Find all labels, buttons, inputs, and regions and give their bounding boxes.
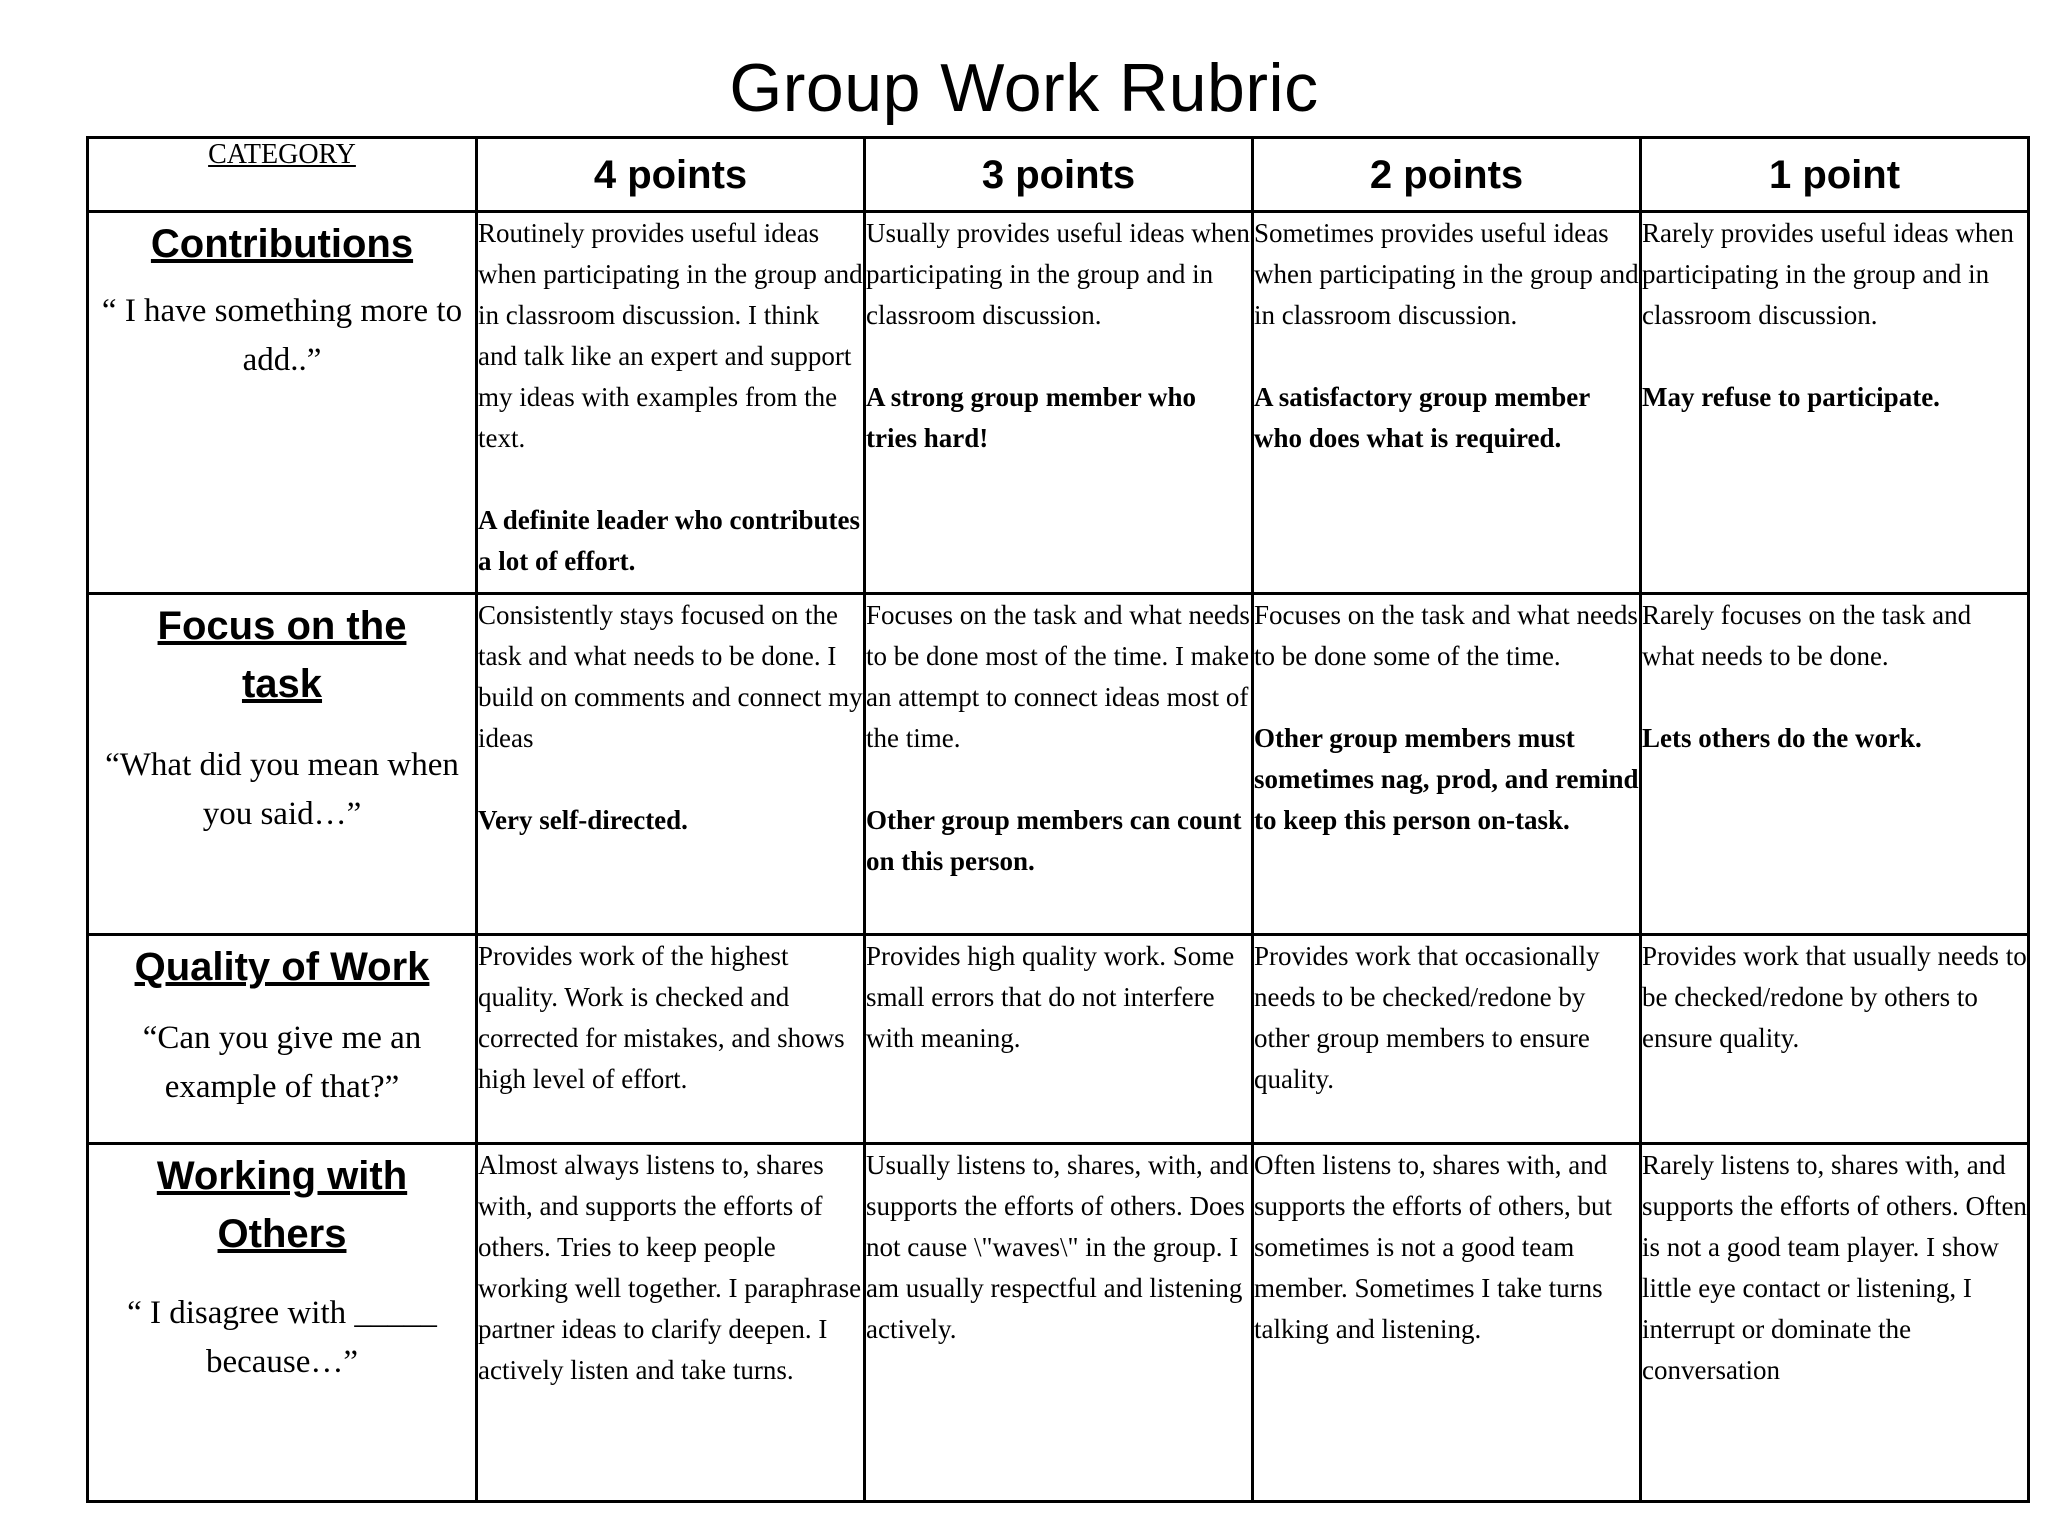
category-cell xyxy=(88,594,477,935)
criteria-cell xyxy=(1253,1144,1641,1502)
criteria-text: Provides work of the highest quality. Work is checked and corrected for mistakes, and shows high level of effort. xyxy=(478,941,845,1094)
criteria-text: Focuses on the task and what needs to be done some of the time. xyxy=(1254,600,1638,671)
criteria-cell xyxy=(477,935,865,1144)
category-name: Working with Others xyxy=(156,1154,408,1256)
criteria-text: Routinely provides useful ideas when participating in the group and in classroom discussion. I think and talk like an expert and support my ideas with examples from the text. xyxy=(478,218,863,453)
criteria-text: Almost always listens to, shares with, and supports the efforts of others. Tries to keep people working well together. I paraphrase partner ideas to clarify deepen. I actively listen and take turns. xyxy=(478,1150,862,1385)
criteria-summary: Other group members can count on this person. xyxy=(866,805,1242,876)
criteria-cell xyxy=(1641,935,2029,1144)
rubric-row-focus xyxy=(88,594,2029,935)
criteria-summary: A strong group member who tries hard! xyxy=(866,382,1197,453)
rubric-table xyxy=(86,136,2030,1503)
category-quote: “ I have something more to add..” xyxy=(101,293,463,378)
level-header-4: 4 points xyxy=(477,138,865,212)
criteria-cell xyxy=(477,594,865,935)
criteria-text: Provides high quality work. Some small errors that do not interfere with meaning. xyxy=(866,941,1235,1053)
level-header-1: 1 point xyxy=(1641,138,2029,212)
category-quote: “ I disagree with _____ because…” xyxy=(127,1295,437,1380)
criteria-text: Sometimes provides useful ideas when participating in the group and in classroom discussion. xyxy=(1254,218,1639,330)
category-quote: “Can you give me an example of that?” xyxy=(142,1020,422,1105)
category-name: Contributions xyxy=(150,222,414,266)
criteria-text: Focuses on the task and what needs to be done most of the time. I make an attempt to connect ideas most of the time. xyxy=(866,600,1250,753)
criteria-text: Provides work that occasionally needs to be checked/redone by other group members to ensure quality. xyxy=(1254,941,1600,1094)
level-header-3: 3 points xyxy=(865,138,1253,212)
category-quote: “What did you mean when you said…” xyxy=(105,747,459,832)
criteria-text: Provides work that usually needs to be checked/redone by others to ensure quality. xyxy=(1642,941,2027,1053)
criteria-summary: Other group members must sometimes nag, prod, and remind to keep this person on-task. xyxy=(1254,723,1639,835)
criteria-text: Usually provides useful ideas when participating in the group and in classroom discussion. xyxy=(866,218,1250,330)
criteria-text: Often listens to, shares with, and supports the efforts of others, but sometimes is not a good team member. Sometimes I take turns talking and listening. xyxy=(1254,1150,1612,1344)
criteria-text: Consistently stays focused on the task and what needs to be done. I build on comments and connect my ideas xyxy=(478,600,863,753)
criteria-summary: Lets others do the work. xyxy=(1642,723,1922,753)
rubric-row-contributions xyxy=(88,212,2029,594)
criteria-summary: May refuse to participate. xyxy=(1642,382,1940,412)
criteria-summary: Very self-directed. xyxy=(478,805,688,835)
criteria-cell xyxy=(1641,212,2029,594)
category-cell xyxy=(88,1144,477,1502)
page-title: Group Work Rubric xyxy=(729,50,1319,126)
criteria-summary: A definite leader who contributes a lot of effort. xyxy=(478,505,860,576)
criteria-cell xyxy=(865,594,1253,935)
criteria-cell xyxy=(1253,935,1641,1144)
rubric-row-working-with-others xyxy=(88,1144,2029,1502)
criteria-cell xyxy=(1253,212,1641,594)
criteria-summary: A satisfactory group member who does what is required. xyxy=(1254,382,1590,453)
criteria-text: Rarely focuses on the task and what needs to be done. xyxy=(1642,600,1972,671)
category-header: CATEGORY xyxy=(88,138,477,212)
criteria-cell xyxy=(477,1144,865,1502)
criteria-cell xyxy=(1641,1144,2029,1502)
criteria-cell xyxy=(865,212,1253,594)
criteria-cell xyxy=(477,212,865,594)
criteria-cell xyxy=(865,1144,1253,1502)
level-header-2: 2 points xyxy=(1253,138,1641,212)
criteria-cell xyxy=(1253,594,1641,935)
criteria-text: Usually listens to, shares, with, and supports the efforts of others. Does not cause \"waves\" in the group. I am usually respectful and listening actively. xyxy=(866,1150,1249,1344)
header-row xyxy=(88,138,2029,212)
criteria-text: Rarely listens to, shares with, and supports the efforts of others. Often is not a good team player. I show little eye contact or listening, I interrupt or dominate the conversation xyxy=(1642,1150,2027,1385)
category-cell xyxy=(88,212,477,594)
criteria-text: Rarely provides useful ideas when participating in the group and in classroom discussion. xyxy=(1642,218,2014,330)
category-name: Quality of Work xyxy=(134,945,430,989)
category-name: Focus on the task xyxy=(157,604,407,706)
criteria-cell xyxy=(865,935,1253,1144)
category-cell xyxy=(88,935,477,1144)
criteria-cell xyxy=(1641,594,2029,935)
rubric-row-quality xyxy=(88,935,2029,1144)
